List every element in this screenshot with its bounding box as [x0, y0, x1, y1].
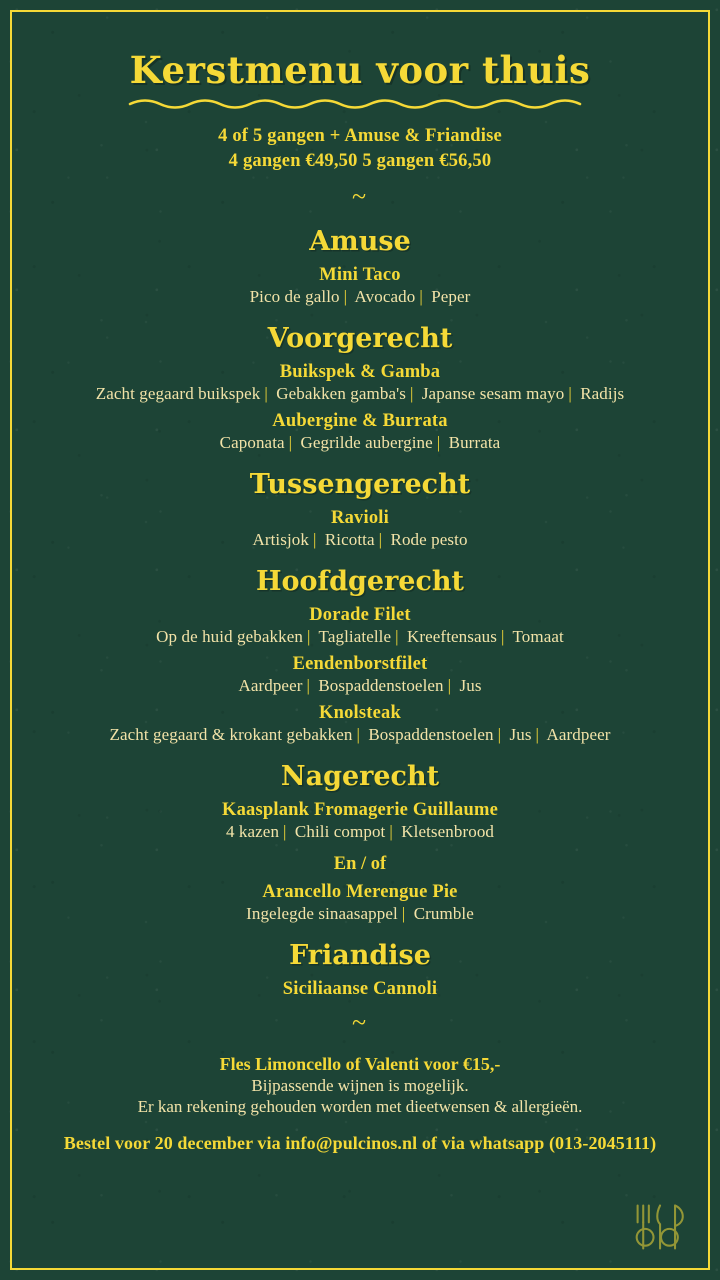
dish-description: Artisjok | Ricotta | Rode pesto [252, 529, 468, 549]
dish-description: Pico de gallo | Avocado | Peper [249, 286, 471, 306]
page-title: Kerstmenu voor thuis [129, 48, 591, 92]
intro-line-1: 4 of 5 gangen + Amuse & Friandise [218, 126, 502, 146]
alternative-label: En / of [333, 853, 387, 874]
dish-name: Siciliaanse Cannoli [282, 978, 438, 999]
dish-name: Buikspek & Gamba [279, 361, 441, 382]
dish-name: Aubergine & Burrata [272, 410, 448, 431]
intro-line-2: 4 gangen €49,50 5 gangen €56,50 [228, 150, 492, 171]
footer-order-info: Bestel voor 20 december via info@pulcinos.nl of via whatsapp (013-2045111) [63, 1132, 657, 1153]
footer-allergy-note: Er kan rekening gehouden worden met dieetwensen & allergieën. [137, 1096, 583, 1116]
dish-description: Op de huid gebakken | Tagliatelle | Kreeftensaus | Tomaat [156, 626, 564, 646]
dish-description: 4 kazen | Chili compot | Kletsenbrood [225, 821, 495, 841]
dish-description: Zacht gegaard & krokant gebakken | Bospaddenstoelen | Jus | Aardpeer [109, 724, 611, 744]
section-heading-nagerecht: Nagerecht [280, 760, 440, 792]
dish-name: Arancello Merengue Pie [262, 881, 458, 902]
footer-wine-note: Bijpassende wijnen is mogelijk. [251, 1075, 469, 1095]
tilde-divider-2: ~ [351, 1007, 369, 1037]
dish-name: Dorade Filet [309, 604, 411, 625]
dish-description: Caponata | Gegrilde aubergine | Burrata [219, 432, 501, 452]
dish-description: Aardpeer | Bospaddenstoelen | Jus [238, 675, 482, 695]
dish-name: Kaasplank Fromagerie Guillaume [222, 799, 498, 820]
squiggle-divider-top [125, 96, 595, 110]
dish-name: Mini Taco [319, 264, 401, 285]
dish-name: Eendenborstfilet [292, 653, 428, 674]
section-heading-hoofdgerecht: Hoofdgerecht [255, 565, 465, 597]
section-heading-tussengerecht: Tussengerecht [249, 468, 471, 500]
menu-intro [26, 124, 694, 174]
dish-name: Knolsteak [319, 702, 401, 723]
dish-description: Ingelegde sinaasappel | Crumble [246, 903, 474, 923]
section-heading-amuse: Amuse [309, 225, 411, 257]
section-heading-friandise: Friandise [289, 939, 431, 971]
dish-name: Ravioli [331, 507, 389, 528]
footer-limoncello-note: Fles Limoncello of Valenti voor €15,- [219, 1053, 501, 1074]
menu-footer [26, 1054, 694, 1154]
dish-description: Zacht gegaard buikspek | Gebakken gamba's | Japanse sesam mayo | Radijs [95, 383, 625, 403]
tilde-divider-1: ~ [351, 181, 369, 211]
section-heading-voorgerecht: Voorgerecht [267, 322, 453, 354]
fork-knife-logo-icon [628, 1198, 694, 1256]
